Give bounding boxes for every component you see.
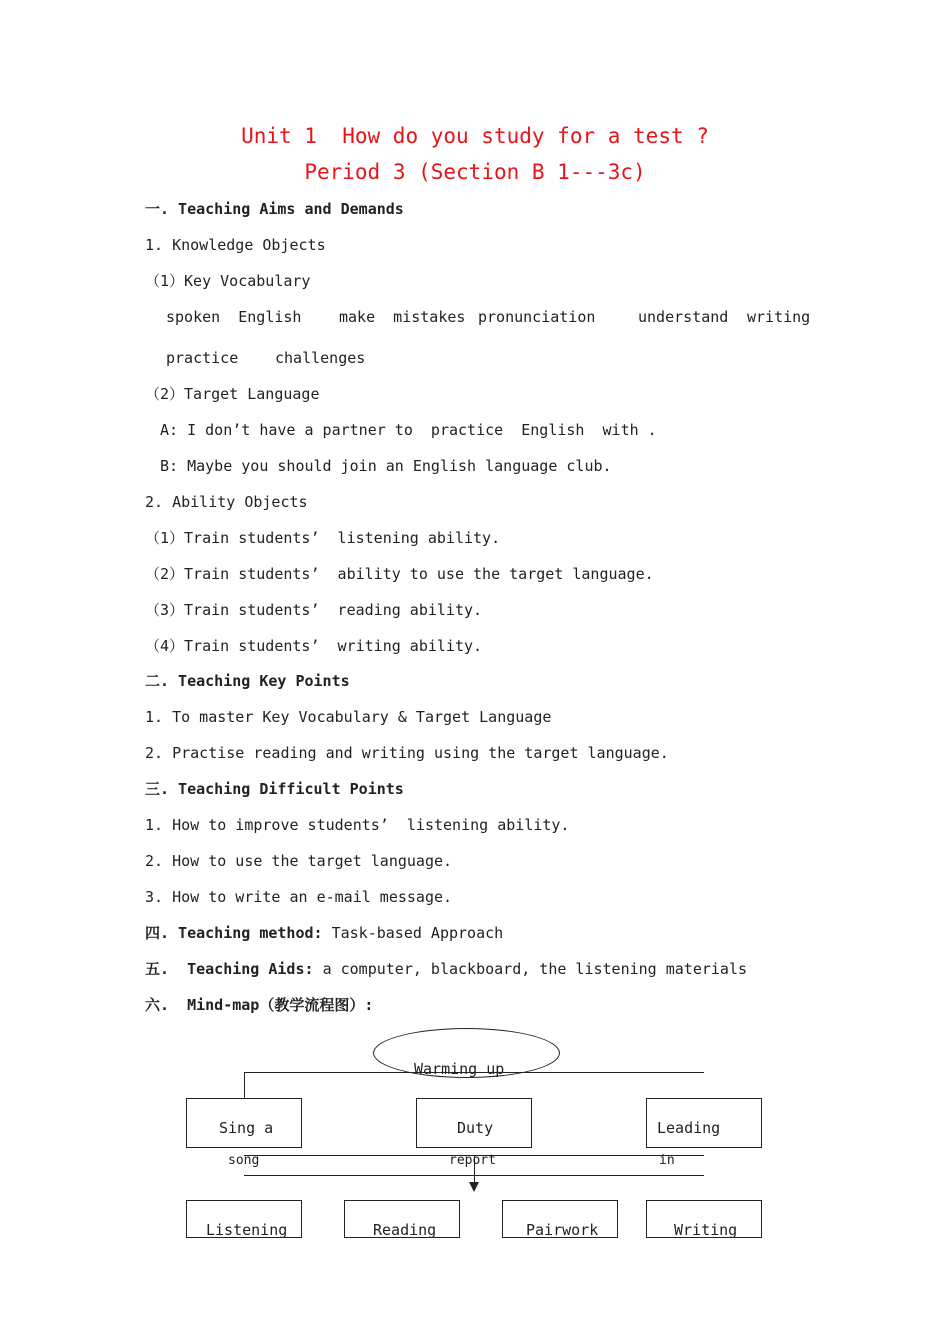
teaching-method: [145, 923, 503, 943]
section-1-heading: 一. Teaching Aims and Demands: [145, 200, 404, 218]
writing-label: Writing: [674, 1221, 738, 1239]
section-6-heading: 六. Mind-map（教学流程图）:: [145, 996, 374, 1014]
connector-line: [244, 1072, 704, 1073]
warming-up-label: Warming up: [414, 1060, 505, 1078]
teaching-aids: [145, 959, 747, 979]
listening-label: Listening: [206, 1221, 288, 1239]
leading-in-label: Leading: [657, 1119, 721, 1137]
connector-line: [244, 1072, 245, 1098]
duty-report-label: Duty: [457, 1119, 494, 1137]
vocab-item: writing: [747, 308, 811, 326]
dialog-line-a: A: I don’t have a partner to practice English with .: [160, 421, 657, 439]
section-3-heading: 三. Teaching Difficult Points: [145, 780, 404, 798]
dialog-line-b: B: Maybe you should join an English language club.: [160, 457, 612, 475]
title-line-2: Period 3 (Section B 1---3c): [304, 160, 646, 184]
key-vocabulary-label: （1）Key Vocabulary: [145, 272, 311, 290]
teaching-aids-value: a computer, blackboard, the listening materials: [322, 960, 748, 978]
difficult-point-item: 1. How to improve students’ listening ability.: [145, 816, 570, 834]
teaching-aids-label: 五. Teaching Aids:: [145, 960, 323, 978]
vocab-item: understand: [638, 308, 729, 326]
section-2-heading: 二. Teaching Key Points: [145, 672, 350, 690]
title-line-1: Unit 1 How do you study for a test ?: [241, 124, 709, 148]
sing-a-song-sub: song: [228, 1153, 260, 1168]
key-point-item: 2. Practise reading and writing using the target language.: [145, 744, 669, 762]
arrow-line: [474, 1155, 475, 1183]
ability-item: （2）Train students’ ability to use the target language.: [145, 565, 654, 583]
pairwork-label: Pairwork: [526, 1221, 599, 1239]
leading-in-sub: in: [659, 1153, 675, 1168]
vocab-item: spoken English: [166, 308, 302, 326]
target-language-label: （2）Target Language: [145, 385, 320, 403]
teaching-method-value: Task-based Approach: [331, 924, 504, 942]
vocab-item: practice: [166, 349, 239, 367]
vocab-item: challenges: [275, 349, 366, 367]
teaching-method-label: 四. Teaching method:: [145, 924, 332, 942]
ability-item: （4）Train students’ writing ability.: [145, 637, 483, 655]
duty-report-sub: report: [449, 1153, 496, 1168]
ability-item: （3）Train students’ reading ability.: [145, 601, 483, 619]
vocab-item: make mistakes: [339, 308, 466, 326]
ability-objects: 2. Ability Objects: [145, 493, 308, 511]
reading-label: Reading: [373, 1221, 437, 1239]
ability-item: （1）Train students’ listening ability.: [145, 529, 501, 547]
difficult-point-item: 2. How to use the target language.: [145, 852, 453, 870]
vocab-item: pronunciation: [478, 308, 596, 326]
sing-a-song-label: Sing a: [219, 1119, 274, 1137]
difficult-point-item: 3. How to write an e-mail message.: [145, 888, 453, 906]
knowledge-objects: 1. Knowledge Objects: [145, 236, 326, 254]
arrow-down-icon: [469, 1182, 479, 1192]
key-point-item: 1. To master Key Vocabulary & Target Language: [145, 708, 552, 726]
